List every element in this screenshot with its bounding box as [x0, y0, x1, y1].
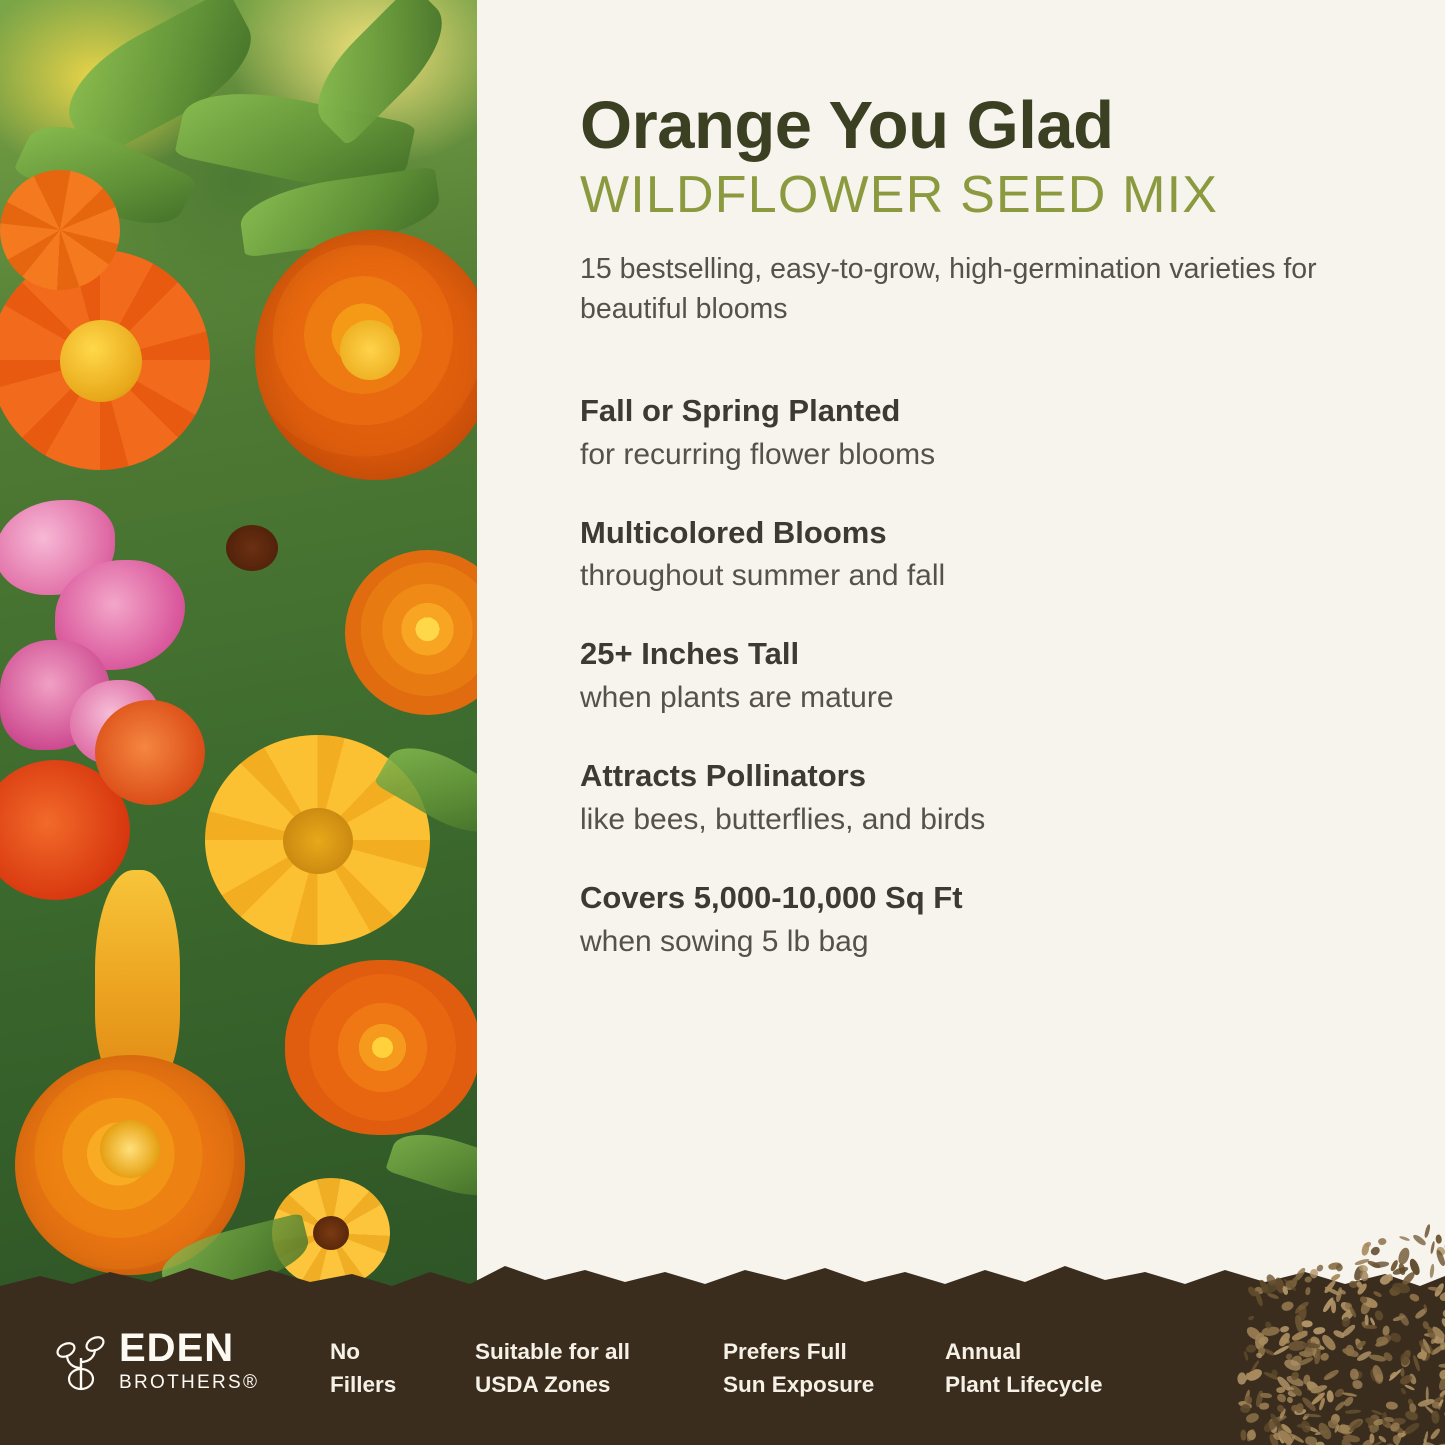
badge-item — [945, 1336, 1175, 1401]
seed-speck — [1423, 1224, 1430, 1239]
badge-line-1: Annual — [945, 1339, 1022, 1364]
seed-speck — [1397, 1247, 1410, 1265]
flower-orange-nasturtium — [285, 960, 477, 1135]
brand-name: EDEN — [119, 1326, 235, 1370]
feature-item — [580, 514, 1370, 596]
feature-title: Covers 5,000-10,000 Sq Ft — [580, 879, 963, 915]
seed-speck — [1401, 1270, 1416, 1286]
feature-item — [580, 635, 1370, 717]
badge-item — [330, 1336, 475, 1401]
seed-speck — [1369, 1245, 1381, 1257]
feature-title: 25+ Inches Tall — [580, 636, 800, 672]
badge-list — [330, 1336, 1175, 1401]
seed-speck — [1435, 1249, 1445, 1267]
seed-speck — [1430, 1241, 1435, 1255]
badge-line-1: Prefers Full — [723, 1339, 847, 1364]
product-subtitle: WILDFLOWER SEED MIX — [580, 166, 1219, 225]
seed-speck — [1378, 1272, 1393, 1287]
badge-item — [475, 1336, 723, 1401]
seed-speck — [1408, 1257, 1423, 1276]
seed-speck — [1372, 1261, 1390, 1269]
seed-speck — [1397, 1262, 1407, 1275]
feature-title: Attracts Pollinators — [580, 758, 866, 794]
badge-line-1: Suitable for all — [475, 1339, 631, 1364]
feature-subtitle: throughout summer and fall — [580, 559, 946, 593]
brand-logo — [55, 1328, 259, 1392]
badge-item — [723, 1336, 945, 1401]
flower-center — [283, 808, 353, 874]
badge-line-2: Plant Lifecycle — [945, 1371, 1103, 1397]
brand-subname: BROTHERS® — [119, 1372, 260, 1393]
product-tagline: 15 bestselling, easy-to-grow, high-germination varieties for beautiful blooms — [580, 252, 1317, 326]
flower-center — [313, 1216, 349, 1250]
flower-orange-small — [0, 170, 120, 290]
flower-center — [100, 1120, 160, 1178]
seed-speck — [1428, 1287, 1442, 1292]
feature-title: Fall or Spring Planted — [580, 392, 901, 428]
badge-line-2: Sun Exposure — [723, 1371, 875, 1397]
feature-subtitle: like bees, butterflies, and birds — [580, 802, 986, 836]
seed-speck — [1372, 1290, 1381, 1297]
feature-title: Multicolored Blooms — [580, 514, 887, 550]
feature-subtitle: when plants are mature — [580, 681, 894, 715]
flower-center — [226, 525, 278, 571]
seed-speck — [1411, 1234, 1427, 1247]
product-title: Orange You Glad — [580, 88, 1114, 163]
seed-speck — [1389, 1285, 1402, 1297]
flower-center — [340, 320, 400, 380]
flower-center — [60, 320, 142, 402]
bottom-info-band — [0, 1300, 1445, 1445]
seed-speck — [1376, 1236, 1387, 1246]
feature-subtitle: for recurring flower blooms — [580, 437, 936, 471]
seed-speck — [1436, 1245, 1445, 1256]
flower-red — [95, 700, 205, 805]
feature-item — [580, 392, 1370, 474]
product-photo — [0, 0, 477, 1300]
seed-speck — [1387, 1273, 1394, 1281]
seed-speck — [1389, 1259, 1399, 1272]
feature-item — [580, 757, 1370, 839]
badge-line-2: Fillers — [330, 1371, 397, 1397]
seed-speck — [1434, 1234, 1442, 1244]
feature-item — [580, 879, 1370, 961]
seed-speck — [1392, 1282, 1411, 1294]
seed-speck — [1399, 1236, 1410, 1242]
seed-speck — [1434, 1282, 1445, 1298]
feature-list — [580, 392, 1370, 961]
badge-line-2: USDA Zones — [475, 1371, 611, 1397]
badge-line-1: No — [330, 1339, 360, 1364]
product-info-panel — [580, 0, 1370, 1300]
seed-speck — [1392, 1265, 1409, 1276]
feature-subtitle: when sowing 5 lb bag — [580, 924, 869, 958]
eden-brothers-tree-icon — [55, 1328, 107, 1392]
seed-speck — [1430, 1264, 1435, 1278]
